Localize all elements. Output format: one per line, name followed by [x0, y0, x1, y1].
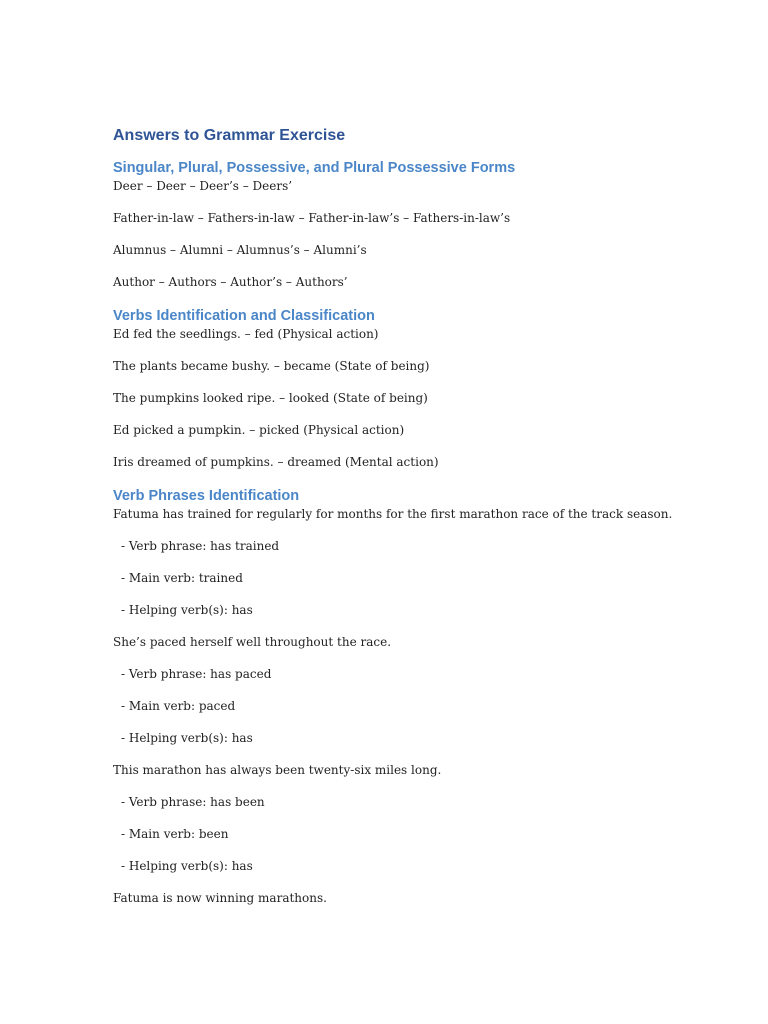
section-verb-phrases: [113, 486, 713, 906]
sentence-line: This marathon has always been twenty-six miles long.: [113, 763, 442, 777]
verb-phrase-line: - Verb phrase: has trained: [121, 539, 280, 553]
verb-phrase-line: - Verb phrase: has been: [121, 795, 265, 809]
section-heading: Verbs Identification and Classification: [113, 308, 375, 324]
answer-line: Alumnus – Alumni – Alumnus’s – Alumni’s: [113, 243, 367, 257]
answer-line: Father-in-law – Fathers-in-law – Father-in-law’s – Fathers-in-law’s: [113, 211, 511, 225]
answer-line: Iris dreamed of pumpkins. – dreamed (Mental action): [113, 455, 439, 469]
verb-phrase-line: - Verb phrase: has paced: [121, 667, 272, 681]
answer-line: Author – Authors – Author’s – Authors’: [113, 275, 348, 289]
document-title: Answers to Grammar Exercise: [113, 127, 346, 144]
section-heading: Singular, Plural, Possessive, and Plural Possessive Forms: [113, 160, 516, 176]
section-heading: Verb Phrases Identification: [113, 488, 300, 504]
main-verb-line: - Main verb: paced: [121, 699, 236, 713]
answer-line: The plants became bushy. – became (State of being): [113, 359, 430, 373]
answer-line: Deer – Deer – Deer’s – Deers’: [113, 179, 293, 193]
main-verb-line: - Main verb: been: [121, 827, 229, 841]
helping-verb-line: - Helping verb(s): has: [121, 731, 253, 745]
sentence-line: Fatuma has trained for regularly for months for the first marathon race of the track season.: [113, 507, 673, 521]
answer-line: The pumpkins looked ripe. – looked (State of being): [113, 391, 428, 405]
sentence-line: She’s paced herself well throughout the race.: [113, 635, 392, 649]
sentence-line: Fatuma is now winning marathons.: [113, 891, 327, 905]
helping-verb-line: - Helping verb(s): has: [121, 859, 253, 873]
helping-verb-line: - Helping verb(s): has: [121, 603, 253, 617]
section-forms: [113, 158, 713, 290]
document-page: [113, 124, 713, 906]
answer-line: Ed picked a pumpkin. – picked (Physical action): [113, 423, 405, 437]
answer-line: Ed fed the seedlings. – fed (Physical action): [113, 327, 379, 341]
section-verbs: [113, 306, 713, 470]
main-verb-line: - Main verb: trained: [121, 571, 243, 585]
